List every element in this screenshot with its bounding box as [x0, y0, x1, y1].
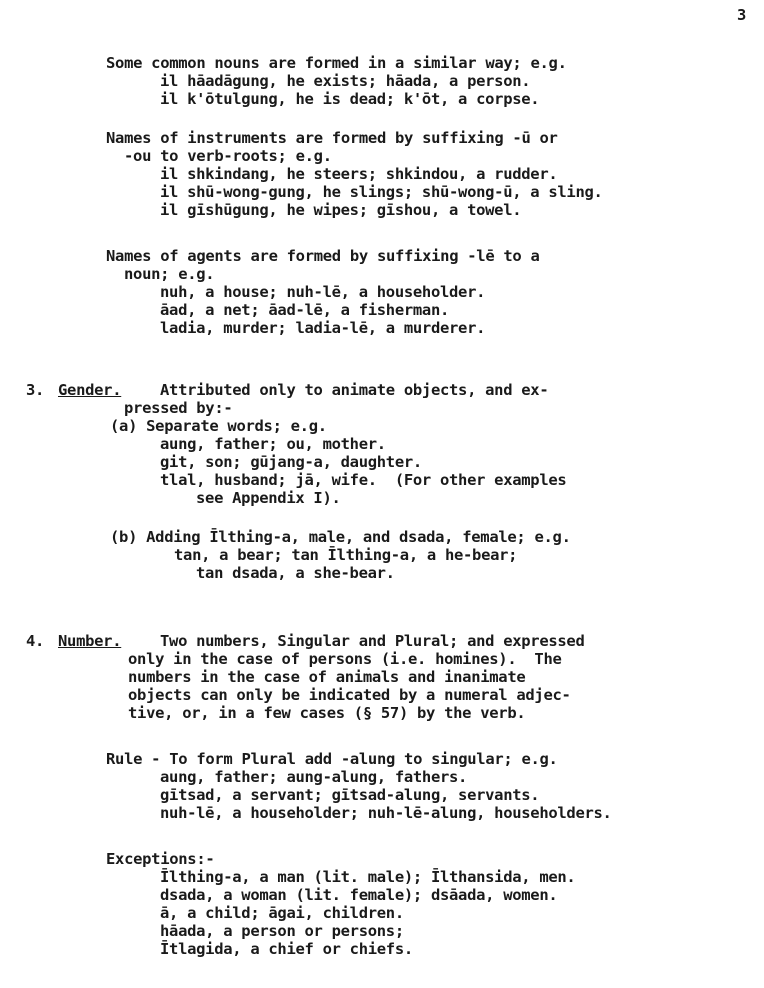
text-line: Rule - To form Plural add -alung to singular; e.g.: [106, 750, 558, 768]
text-line: hāada, a person or persons;: [160, 922, 404, 940]
text-line: nuh, a house; nuh-lē, a householder.: [160, 283, 486, 301]
text-line: tlal, husband; jā, wife. (For other examples: [160, 471, 567, 489]
text-line: only in the case of persons (i.e. homines). The: [128, 650, 562, 668]
text-line: tan, a bear; tan Īlthing-a, a he-bear;: [174, 546, 518, 564]
text-line: aung, father; ou, mother.: [160, 435, 386, 453]
text-line: il hāadāgung, he exists; hāada, a person.: [160, 72, 531, 90]
text-line: numbers in the case of animals and inanimate: [128, 668, 526, 686]
text-line: nuh-lē, a householder; nuh-lē-alung, householders.: [160, 804, 612, 822]
text-line: ā, a child; āgai, children.: [160, 904, 404, 922]
section-number: 3.: [26, 381, 45, 399]
text-line: il gīshūgung, he wipes; gīshou, a towel.: [160, 201, 522, 219]
text-line: see Appendix I).: [196, 489, 341, 507]
text-line: Names of instruments are formed by suffixing -ū or: [106, 129, 558, 147]
text-line: Attributed only to animate objects, and ex-: [160, 381, 549, 399]
text-line: pressed by:-: [124, 399, 233, 417]
text-line: ladia, murder; ladia-lē, a murderer.: [160, 319, 486, 337]
text-line: āad, a net; āad-lē, a fisherman.: [160, 301, 450, 319]
text-line: Ītlagida, a chief or chiefs.: [160, 940, 413, 958]
text-line: dsada, a woman (lit. female); dsāada, women.: [160, 886, 558, 904]
text-line: Exceptions:-: [106, 850, 215, 868]
text-line: tan dsada, a she-bear.: [196, 564, 395, 582]
text-line: gītsad, a servant; gītsad-alung, servants.: [160, 786, 540, 804]
text-line: il k'ōtulgung, he is dead; k'ōt, a corpse.: [160, 90, 540, 108]
text-line: il shkindang, he steers; shkindou, a rudder.: [160, 165, 558, 183]
text-line: (a) Separate words; e.g.: [110, 417, 327, 435]
text-line: Some common nouns are formed in a similar way; e.g.: [106, 54, 567, 72]
text-line: Īlthing-a, a man (lit. male); Īlthansida, men.: [160, 868, 576, 886]
text-line: il shū-wong-gung, he slings; shū-wong-ū, a sling.: [160, 183, 603, 201]
text-line: Two numbers, Singular and Plural; and expressed: [160, 632, 585, 650]
text-line: (b) Adding Īlthing-a, male, and dsada, female; e.g.: [110, 528, 571, 546]
page-number: 3: [737, 6, 747, 24]
text-line: objects can only be indicated by a numeral adjec-: [128, 686, 571, 704]
section-number: 4.: [26, 632, 45, 650]
text-line: aung, father; aung-alung, fathers.: [160, 768, 468, 786]
section-heading: Number.: [58, 632, 122, 650]
text-line: -ou to verb-roots; e.g.: [124, 147, 332, 165]
text-line: Names of agents are formed by suffixing -lē to a: [106, 247, 540, 265]
text-line: git, son; gūjang-a, daughter.: [160, 453, 422, 471]
section-heading: Gender.: [58, 381, 122, 399]
text-line: noun; e.g.: [124, 265, 215, 283]
text-line: tive, or, in a few cases (§ 57) by the verb.: [128, 704, 526, 722]
